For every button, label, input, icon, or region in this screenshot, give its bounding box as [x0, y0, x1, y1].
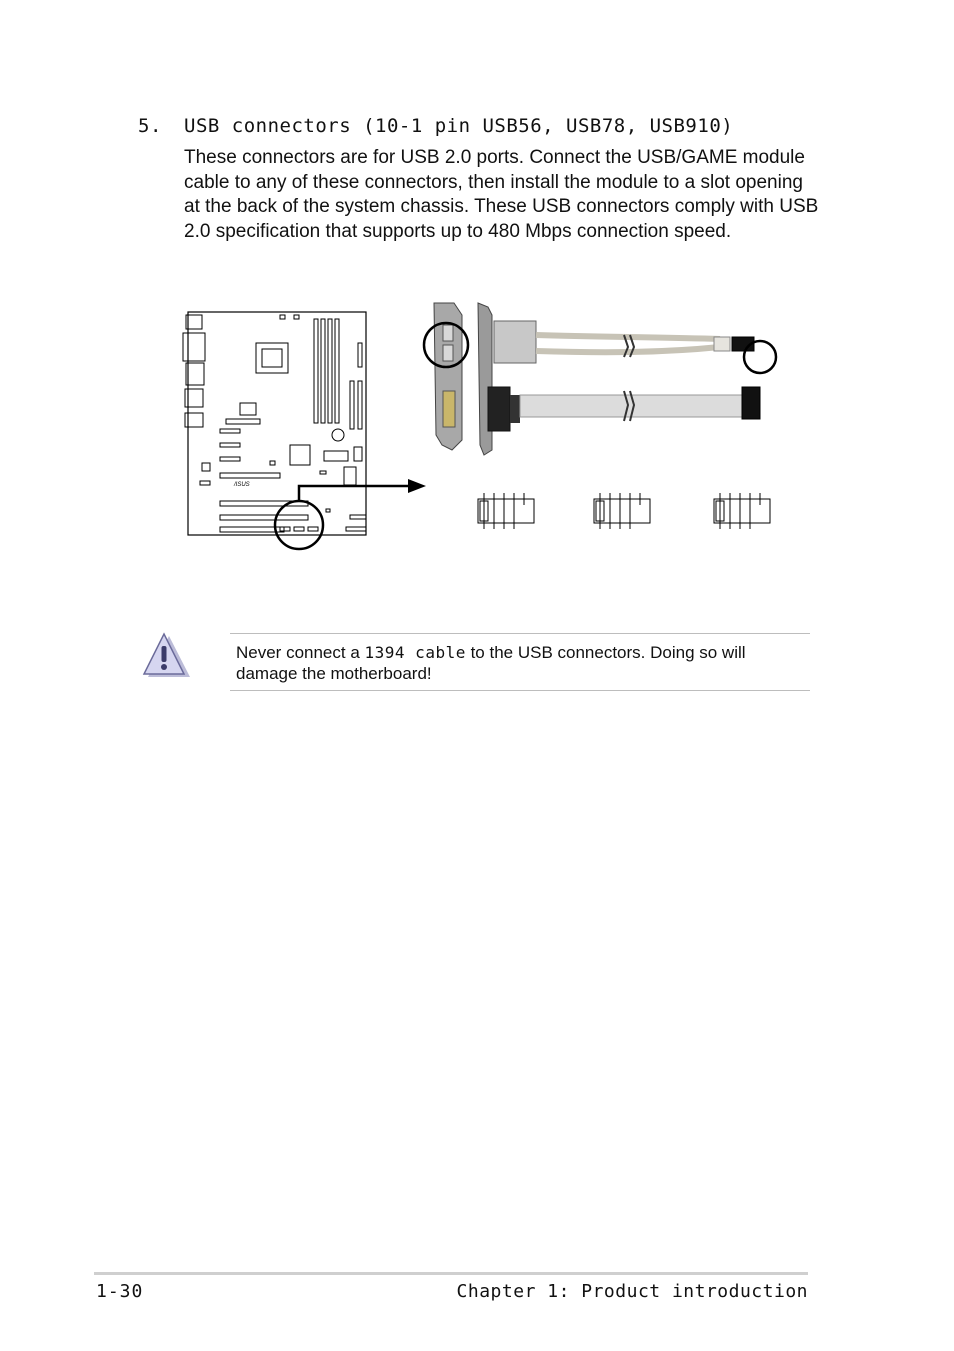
usb-header-highlight-circle	[275, 501, 323, 549]
section-number: 5.	[138, 115, 162, 137]
page-number: 1-30	[96, 1281, 144, 1302]
usb-game-module-bracket-photo	[424, 303, 776, 455]
note-text-after: to the USB connectors. Doing so will damage the motherboard!	[236, 643, 746, 683]
note-text-before: Never connect a	[236, 643, 365, 662]
warning-triangle-icon	[140, 632, 192, 680]
pointer-arrow-line	[299, 486, 416, 501]
board-logo: /ISUS	[234, 482, 250, 488]
usb-connector-highlight-circle	[744, 341, 776, 373]
section-heading	[138, 115, 818, 137]
usb-pin-header-icon	[478, 493, 770, 529]
footer-rule	[94, 1272, 808, 1275]
pointer-arrowhead	[408, 479, 426, 493]
section-title: USB connectors (10-1 pin USB56, USB78, USB910)	[184, 115, 734, 137]
note-emphasis: 1394 cable	[364, 643, 466, 662]
motherboard-layout-diagram	[183, 312, 366, 535]
warning-note	[230, 633, 810, 691]
warning-note-text	[236, 642, 796, 684]
usb-connectors-figure	[180, 295, 800, 570]
chapter-title: Chapter 1: Product introduction	[456, 1281, 808, 1302]
section-body-text: These connectors are for USB 2.0 ports. Connect the USB/GAME module cable to any of these connectors, then install the module to a slot opening at the back of the system chassis. These USB connectors comply with USB 2.0 specification that supports up to 480 Mbps connection speed.	[184, 147, 819, 242]
